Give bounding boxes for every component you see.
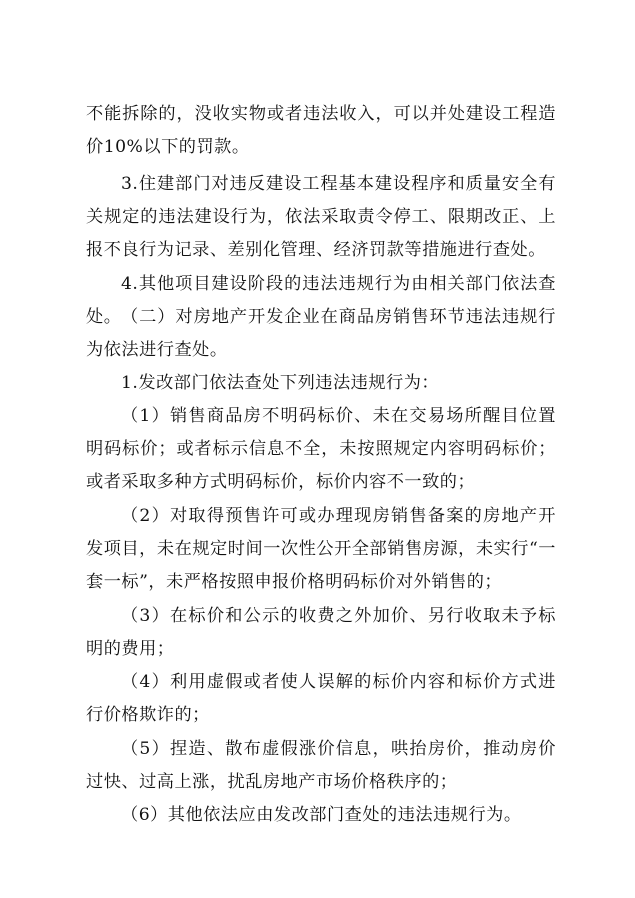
list-item-3: （3）在标价和公示的收费之外加价、另行收取未予标明的费用； bbox=[86, 606, 556, 659]
section-heading-2: （二）对房地产开发企业在商品房销售环节违法违规行为依法进行查处。 bbox=[86, 307, 556, 360]
paragraph-item-4: 4.其他项目建设阶段的违法违规行为由相关部门依法查处。 bbox=[86, 274, 556, 327]
list-item-5: （5）捏造、散布虚假涨价信息，哄抬房价，推动房价过快、过高上涨，扰乱房地产市场价格秩序的； bbox=[86, 739, 556, 792]
list-item-1: （1）销售商品房不明码标价、未在交易场所醒目位置明码标价；或者标示信息不全，未按照规定内容明码标价；或者采取多种方式明码标价，标价内容不一致的； bbox=[86, 406, 556, 492]
paragraph-subitem-1: 1.发改部门依法查处下列违法违规行为： bbox=[121, 373, 440, 393]
list-item-4: （4）利用虚假或者使人误解的标价内容和标价方式进行价格欺诈的； bbox=[86, 672, 556, 725]
paragraph-item-3: 3.住建部门对违反建设工程基本建设程序和质量安全有关规定的违法建设行为，依法采取责令停工、限期改正、上报不良行为记录、差别化管理、经济罚款等措施进行查处。 bbox=[86, 174, 556, 260]
list-item-6: （6）其他依法应由发改部门查处的违法违规行为。 bbox=[121, 805, 522, 825]
list-item-2: （2）对取得预售许可或办理现房销售备案的房地产开发项目，未在规定时间一次性公开全部销售房源，未实行“一套一标”，未严格按照申报价格明码标价对外销售的； bbox=[86, 506, 556, 592]
paragraph-continuation: 不能拆除的，没收实物或者违法收入，可以并处建设工程造价10%以下的罚款。 bbox=[86, 104, 556, 157]
